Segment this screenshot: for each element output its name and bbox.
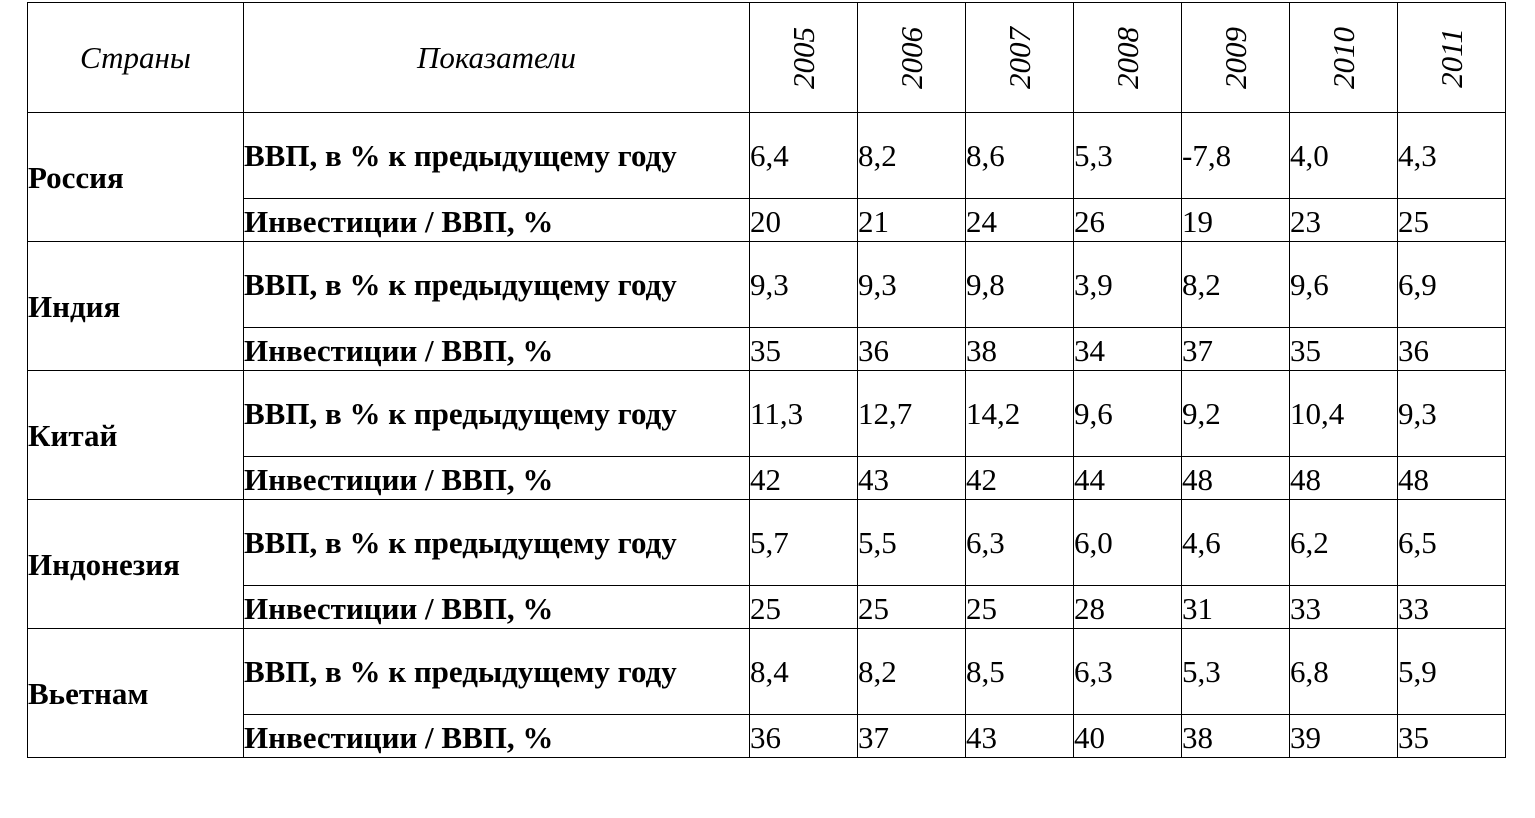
investment-value-cell: 25 <box>858 586 966 629</box>
investment-value-cell: 36 <box>750 715 858 758</box>
gdp-value-cell: 3,9 <box>1074 242 1182 328</box>
indicator-gdp-label: ВВП, в % к предыдущему году <box>244 242 750 328</box>
table-row-investment <box>28 715 1506 758</box>
year-label: 2007 <box>1001 26 1037 89</box>
gdp-value-cell: 8,2 <box>858 113 966 199</box>
investment-value-cell: 48 <box>1290 457 1398 500</box>
gdp-value-cell: -7,8 <box>1182 113 1290 199</box>
investment-value-cell: 43 <box>966 715 1074 758</box>
indicator-investment-label: Инвестиции / ВВП, % <box>244 457 750 500</box>
investment-value-cell: 21 <box>858 199 966 242</box>
investment-value-cell: 38 <box>1182 715 1290 758</box>
investment-value-cell: 33 <box>1290 586 1398 629</box>
year-label: 2011 <box>1433 27 1469 88</box>
table-row-gdp <box>28 629 1506 715</box>
header-year <box>1074 3 1182 113</box>
gdp-value-cell: 5,9 <box>1398 629 1506 715</box>
investment-value-cell: 35 <box>1398 715 1506 758</box>
gdp-value-cell: 6,9 <box>1398 242 1506 328</box>
header-countries: Страны <box>28 3 244 113</box>
gdp-value-cell: 9,6 <box>1290 242 1398 328</box>
gdp-value-cell: 8,4 <box>750 629 858 715</box>
indicator-gdp-label: ВВП, в % к предыдущему году <box>244 113 750 199</box>
investment-value-cell: 33 <box>1398 586 1506 629</box>
indicator-investment-label: Инвестиции / ВВП, % <box>244 199 750 242</box>
investment-value-cell: 43 <box>858 457 966 500</box>
table-row-gdp <box>28 371 1506 457</box>
investment-value-cell: 42 <box>966 457 1074 500</box>
gdp-value-cell: 5,3 <box>1182 629 1290 715</box>
country-name: Вьетнам <box>28 629 244 758</box>
table-row-investment <box>28 328 1506 371</box>
investment-value-cell: 34 <box>1074 328 1182 371</box>
indicator-gdp-label: ВВП, в % к предыдущему году <box>244 629 750 715</box>
investment-value-cell: 35 <box>1290 328 1398 371</box>
country-name: Индонезия <box>28 500 244 629</box>
gdp-value-cell: 9,3 <box>1398 371 1506 457</box>
investment-value-cell: 23 <box>1290 199 1398 242</box>
table-row-gdp <box>28 113 1506 199</box>
year-label: 2005 <box>785 26 821 89</box>
indicator-gdp-label: ВВП, в % к предыдущему году <box>244 371 750 457</box>
investment-value-cell: 44 <box>1074 457 1182 500</box>
gdp-value-cell: 4,3 <box>1398 113 1506 199</box>
year-label: 2010 <box>1325 26 1361 89</box>
country-name: Индия <box>28 242 244 371</box>
gdp-value-cell: 9,2 <box>1182 371 1290 457</box>
investment-value-cell: 19 <box>1182 199 1290 242</box>
gdp-value-cell: 6,8 <box>1290 629 1398 715</box>
year-label: 2008 <box>1109 26 1145 89</box>
gdp-value-cell: 9,8 <box>966 242 1074 328</box>
investment-value-cell: 24 <box>966 199 1074 242</box>
table-row-investment <box>28 457 1506 500</box>
indicator-investment-label: Инвестиции / ВВП, % <box>244 715 750 758</box>
gdp-value-cell: 14,2 <box>966 371 1074 457</box>
investment-value-cell: 37 <box>858 715 966 758</box>
header-year <box>858 3 966 113</box>
gdp-value-cell: 8,2 <box>858 629 966 715</box>
table-row-gdp <box>28 242 1506 328</box>
indicator-investment-label: Инвестиции / ВВП, % <box>244 328 750 371</box>
investment-value-cell: 25 <box>1398 199 1506 242</box>
gdp-value-cell: 10,4 <box>1290 371 1398 457</box>
header-year <box>1398 3 1506 113</box>
gdp-value-cell: 5,7 <box>750 500 858 586</box>
gdp-value-cell: 9,3 <box>858 242 966 328</box>
investment-value-cell: 26 <box>1074 199 1182 242</box>
investment-value-cell: 36 <box>858 328 966 371</box>
header-year <box>966 3 1074 113</box>
gdp-value-cell: 6,3 <box>1074 629 1182 715</box>
table-row-gdp <box>28 500 1506 586</box>
investment-value-cell: 48 <box>1398 457 1506 500</box>
header-indicators: Показатели <box>244 3 750 113</box>
country-name: Китай <box>28 371 244 500</box>
investment-value-cell: 31 <box>1182 586 1290 629</box>
gdp-value-cell: 6,4 <box>750 113 858 199</box>
investment-value-cell: 42 <box>750 457 858 500</box>
investment-value-cell: 48 <box>1182 457 1290 500</box>
investment-value-cell: 39 <box>1290 715 1398 758</box>
gdp-value-cell: 6,5 <box>1398 500 1506 586</box>
investment-value-cell: 28 <box>1074 586 1182 629</box>
header-year <box>1290 3 1398 113</box>
gdp-value-cell: 5,3 <box>1074 113 1182 199</box>
header-year <box>750 3 858 113</box>
year-label: 2009 <box>1217 26 1253 89</box>
investment-value-cell: 37 <box>1182 328 1290 371</box>
table-row-investment <box>28 199 1506 242</box>
investment-value-cell: 35 <box>750 328 858 371</box>
indicator-gdp-label: ВВП, в % к предыдущему году <box>244 500 750 586</box>
investment-value-cell: 20 <box>750 199 858 242</box>
gdp-value-cell: 12,7 <box>858 371 966 457</box>
gdp-value-cell: 8,6 <box>966 113 1074 199</box>
gdp-value-cell: 6,0 <box>1074 500 1182 586</box>
investment-value-cell: 38 <box>966 328 1074 371</box>
year-label: 2006 <box>893 26 929 89</box>
investment-value-cell: 36 <box>1398 328 1506 371</box>
header-year <box>1182 3 1290 113</box>
gdp-value-cell: 8,2 <box>1182 242 1290 328</box>
gdp-value-cell: 4,0 <box>1290 113 1398 199</box>
investment-value-cell: 25 <box>966 586 1074 629</box>
investment-value-cell: 25 <box>750 586 858 629</box>
gdp-value-cell: 11,3 <box>750 371 858 457</box>
table-row-investment <box>28 586 1506 629</box>
gdp-value-cell: 6,3 <box>966 500 1074 586</box>
gdp-value-cell: 6,2 <box>1290 500 1398 586</box>
country-name: Россия <box>28 113 244 242</box>
data-table <box>27 2 1506 758</box>
gdp-value-cell: 8,5 <box>966 629 1074 715</box>
header-row <box>28 3 1506 113</box>
gdp-value-cell: 4,6 <box>1182 500 1290 586</box>
gdp-value-cell: 9,3 <box>750 242 858 328</box>
gdp-value-cell: 5,5 <box>858 500 966 586</box>
indicator-investment-label: Инвестиции / ВВП, % <box>244 586 750 629</box>
investment-value-cell: 40 <box>1074 715 1182 758</box>
gdp-value-cell: 9,6 <box>1074 371 1182 457</box>
